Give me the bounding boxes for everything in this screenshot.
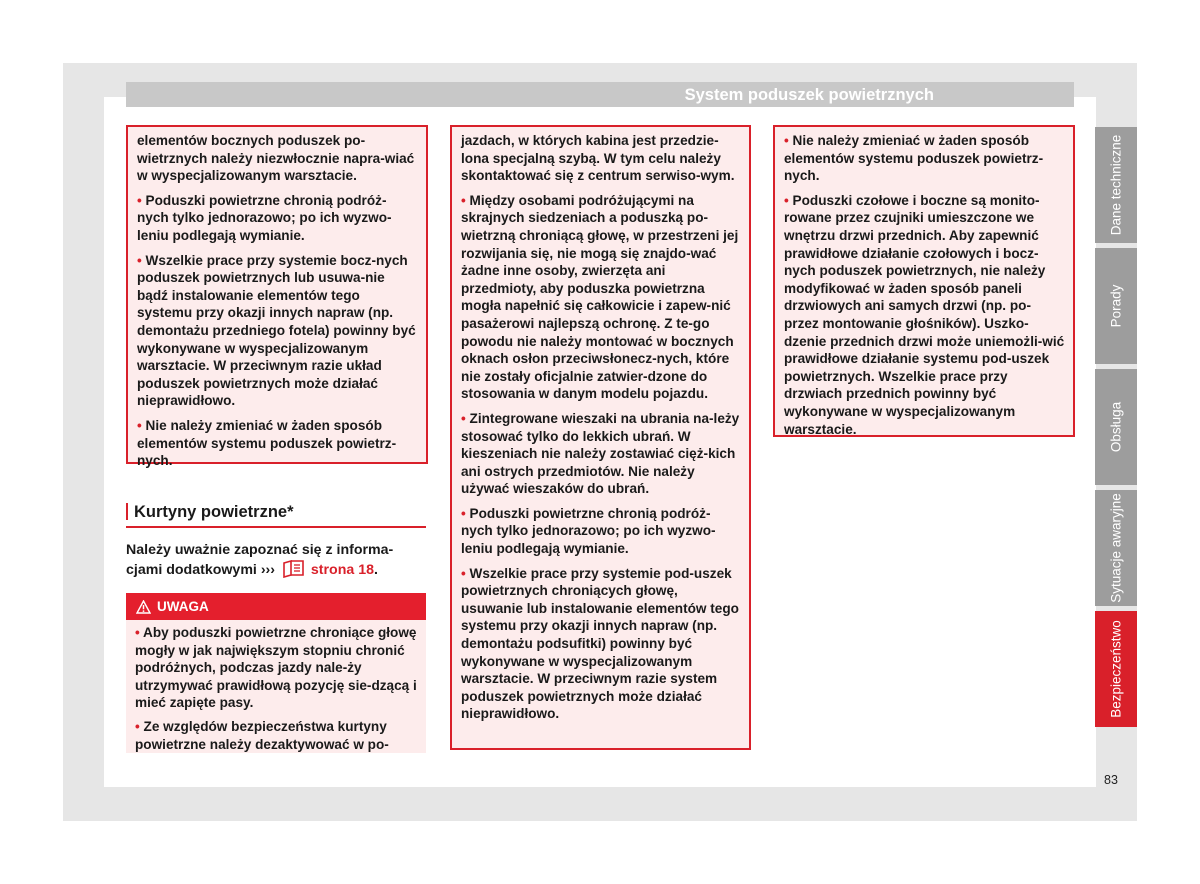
tab-dane-techniczne[interactable]: Dane techniczne (1095, 127, 1137, 243)
warning-header (126, 593, 426, 620)
col3-warning-box (773, 125, 1075, 437)
heading-marker (126, 503, 128, 520)
col2-warning-box (450, 125, 751, 750)
warning-triangle-icon (136, 600, 151, 614)
warning-body (126, 620, 426, 753)
col2-paragraph-2: • Zintegrowane wieszaki na ubrania na-leży stosować tylko do lekkich ubrań. W kieszeniach nie należy zostawiać cięż-kich ani ostrych przedmiotów. Nie należy używać wieszaków do ubrań. (461, 410, 740, 497)
page-number: 83 (1104, 773, 1118, 787)
warning-label: UWAGA (157, 599, 209, 614)
section-title: Kurtyny powietrzne* (134, 503, 294, 521)
col2-paragraph-3: • Poduszki powietrzne chronią podróż-nych tylko jednorazowo; po ich wyzwo-leniu podlegają wymianie. (461, 505, 716, 557)
bullet-icon: • (461, 505, 466, 521)
bullet-icon: • (784, 133, 789, 148)
col1-paragraph-2: • Wszelkie prace przy systemie bocz-nych poduszek powietrznych lub usuwa-nie bądź instalowanie elementów tego systemu przy okazji innych napraw (np. demontażu przedniego fotela) powinny być wykonywane w wyspecjalizowanym warsztacie. W przeciwnym razie układ poduszek powietrznych może działać nieprawidłowo. (137, 252, 416, 409)
intro-paragraph: Należy uważnie zapoznać się z informa-cjami dodatkowymi ››› strona 18. (126, 542, 394, 578)
chapter-title: System poduszek powietrznych (684, 86, 934, 104)
tab-porady[interactable]: Porady (1095, 248, 1137, 364)
tab-obsluga[interactable]: Obsługa (1095, 369, 1137, 485)
col2-paragraph-0: jazdach, w których kabina jest przedzie-lona specjalną szybą. W tym celu należy skontaktować się z centrum serwiso-wym. (461, 133, 735, 184)
bullet-icon: • (135, 625, 140, 640)
col3-paragraph-1: • Poduszki czołowe i boczne są monito-rowane przez czujniki umieszczone we wnętrzu drzwi przednich. Aby zapewnić prawidłowe działanie czołowych i bocz-nych poduszek powietrznych, nie należy modyfikować w żaden sposób paneli drzwiowych ani samych drzwi (np. po-przez montowanie głośników). Uszko-dzenie przednich drzwi może uniemożli-wić prawidłowe działanie systemu pod-uszek powietrznych. Wszelkie prace przy drzwiach przednich powinny być wykonywane w wyspecjalizowanym warsztacie. (784, 192, 1065, 437)
bullet-icon: • (135, 718, 140, 734)
col1-paragraph-0: elementów bocznych poduszek po-wietrznych należy niezwłocznie napra-wiać w wyspecjalizowanym warsztacie. (137, 133, 415, 184)
col1-warning-box (126, 125, 428, 469)
uwaga-warning-box (126, 593, 426, 753)
bullet-icon: • (784, 192, 789, 208)
tab-sytuacje-awaryjne[interactable]: Sytuacje awaryjne (1095, 490, 1137, 606)
page-reference-link[interactable]: strona 18 (310, 562, 375, 578)
col1-paragraph-1: • Poduszki powietrzne chronią podróż-nych tylko jednorazowo; po ich wyzwo-leniu podlegają wymianie. (137, 192, 392, 243)
book-reference-icon (281, 560, 305, 578)
bullet-icon: • (461, 192, 466, 208)
bullet-icon: • (137, 252, 142, 268)
reference-arrows: ››› (260, 562, 276, 578)
tab-bezpieczenstwo[interactable]: Bezpieczeństwo (1095, 611, 1137, 727)
col3-paragraph-0: • Nie należy zmieniać w żaden sposób elementów systemu poduszek powietrz-nych. (784, 133, 1044, 184)
bullet-icon: • (461, 565, 466, 581)
col2-paragraph-4: • Wszelkie prace przy systemie pod-uszek powietrznych chroniących głowę, usuwanie lub instalowanie elementów tego systemu przy okazji innych napraw (np. demontażu podsufitki) powinny być wykonywane w wyspecjalizowanym warsztacie. W przeciwnym razie system poduszek powietrznych może działać nieprawidłowo. (461, 565, 739, 722)
bullet-icon: • (461, 410, 466, 426)
warning-item: • Aby poduszki powietrzne chroniące głowę mogły w jak największym stopniu chronić podróżnych, podczas jazdy nale-ży utrzymywać prawidłową pozycję sie-dzącą i mieć zapięte pasy. (135, 625, 417, 711)
bullet-icon: • (137, 417, 142, 433)
col1-paragraph-3: • Nie należy zmieniać w żaden sposób elementów systemu poduszek powietrz-nych. (137, 417, 397, 469)
chapter-header (126, 82, 1074, 107)
warning-item: • Ze względów bezpieczeństwa kurtyny powietrzne należy dezaktywować w po- (135, 718, 389, 752)
col2-paragraph-1: • Między osobami podróżującymi na skrajnych siedzeniach a poduszką po-wietrzną chroniącą głowę, w przestrzeni jej rozwijania się, nie mogą się znajdo-wać żadne inne osoby, zwierzęta ani przedmioty, aby poduszka powietrzna mogła napełnić się całkowicie i zapew-nić pasażerowi najlepszą ochronę. Z te-go powodu nie należy montować w bocznych oknach osłon przeciwsłonecz-nych, które nie zostały oficjalnie zatwier-dzone do stosowania w danym modelu pojazdu. (461, 192, 739, 402)
bullet-icon: • (137, 192, 142, 208)
section-heading (126, 503, 426, 528)
